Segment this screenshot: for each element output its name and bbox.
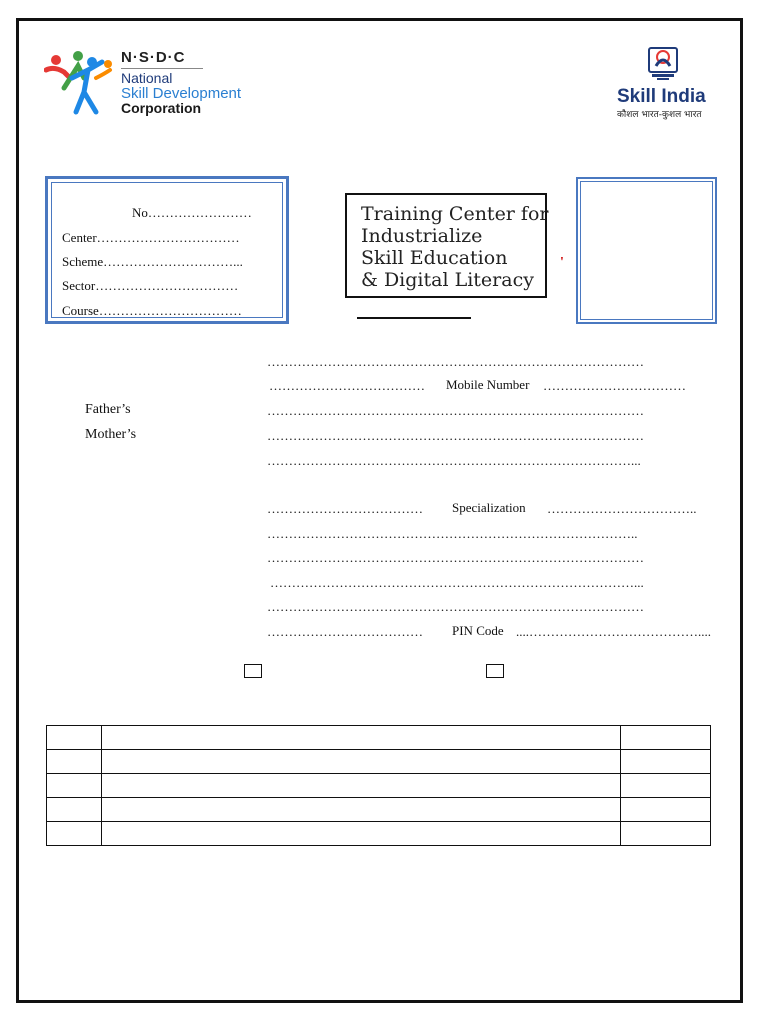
table-cell[interactable] [101, 798, 620, 822]
table-cell[interactable] [101, 774, 620, 798]
specialization-label: Specialization [452, 500, 526, 515]
center-field[interactable]: Center…………………………… [62, 230, 240, 245]
checkbox-1[interactable] [244, 664, 262, 678]
checkbox-2[interactable] [486, 664, 504, 678]
form-line-5[interactable]: …………………………………………………………………………... [267, 453, 641, 468]
title-line-1: Training Center for [361, 203, 549, 225]
scheme-field[interactable]: Scheme…………………………... [62, 254, 243, 269]
table-cell[interactable] [101, 822, 620, 846]
table-row [47, 822, 711, 846]
nsdc-line2: Skill Development [121, 85, 242, 102]
nsdc-rule [121, 68, 203, 69]
mothers-field[interactable]: …………………………………………………………………………… [267, 428, 644, 443]
table-cell[interactable] [47, 822, 102, 846]
form-line-7[interactable]: ………………………………………………………………………….. [267, 526, 638, 541]
skill-india-name: Skill India [617, 86, 706, 107]
title-line-2: Industrialize [361, 225, 483, 247]
course-field[interactable]: Course…………………………… [62, 303, 242, 318]
title-underline [357, 317, 471, 319]
photo-box[interactable] [576, 177, 717, 324]
fathers-label: Father’s [85, 402, 131, 417]
center-info-box [45, 176, 289, 324]
pin-code-label: PIN Code [452, 623, 504, 638]
nsdc-letters: N·S·D·C [121, 49, 186, 66]
title-box [345, 193, 547, 298]
fathers-field[interactable]: …………………………………………………………………………… [267, 403, 644, 418]
table-cell[interactable] [621, 774, 711, 798]
table-cell[interactable] [47, 798, 102, 822]
no-field[interactable]: No…………………… [132, 205, 252, 220]
form-line-11-left[interactable]: ……………………………… [267, 624, 423, 639]
title-line-4: & Digital Literacy [361, 269, 534, 291]
mothers-label: Mother’s [85, 427, 137, 442]
nsdc-line3: Corporation [121, 100, 202, 116]
form-line-8[interactable]: …………………………………………………………………………… [267, 550, 644, 565]
table-cell[interactable] [621, 726, 711, 750]
table-cell[interactable] [101, 750, 620, 774]
skill-india-tagline: कौशल भारत-कुशल भारत [617, 110, 702, 120]
table-row [47, 774, 711, 798]
table-cell[interactable] [621, 822, 711, 846]
table-row [47, 798, 711, 822]
specialization-field[interactable]: …………………………….. [547, 501, 697, 516]
form-line-2-left[interactable]: ……………………………… [269, 378, 425, 393]
form-line-1[interactable]: …………………………………………………………………………… [267, 354, 644, 369]
form-line-10[interactable]: …………………………………………………………………………… [267, 599, 644, 614]
table-cell[interactable] [47, 750, 102, 774]
title-line-3: Skill Education [361, 247, 508, 269]
table-cell[interactable] [101, 726, 620, 750]
skill-india-emblem-icon [646, 46, 680, 82]
table-row [47, 750, 711, 774]
table-cell[interactable] [621, 750, 711, 774]
title-text [361, 203, 549, 291]
sector-field[interactable]: Sector…………………………… [62, 278, 239, 293]
nsdc-line1: National [121, 70, 173, 86]
table-row [47, 726, 711, 750]
table-cell[interactable] [621, 798, 711, 822]
table-cell[interactable] [47, 774, 102, 798]
pin-code-field[interactable]: ....………………………………….... [516, 624, 711, 639]
form-line-9[interactable]: …………………………………………………………………………... [270, 575, 644, 590]
red-mark: ' [560, 255, 564, 270]
form-line-6-left[interactable]: ……………………………… [267, 501, 423, 516]
document-table [46, 725, 711, 846]
mobile-number-field[interactable]: …………………………… [543, 378, 686, 393]
table-cell[interactable] [47, 726, 102, 750]
mobile-number-label: Mobile Number [446, 377, 530, 392]
